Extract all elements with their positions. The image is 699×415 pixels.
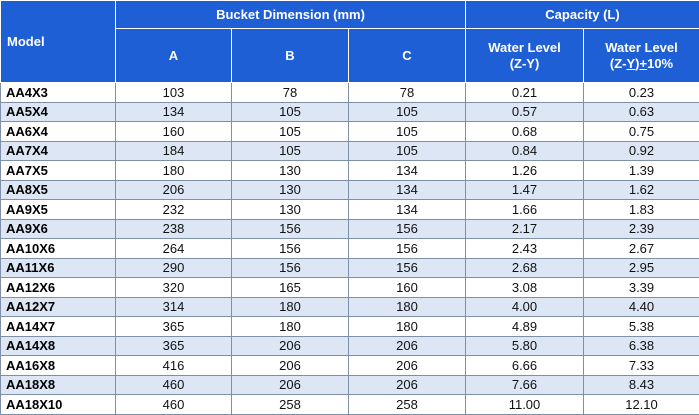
dimension-c-cell: 156	[349, 219, 466, 239]
model-cell: AA8X5	[1, 180, 116, 200]
model-cell: AA12X7	[1, 297, 116, 317]
dimension-c-header: C	[349, 29, 466, 83]
model-cell: AA18X8	[1, 375, 116, 395]
model-cell: AA12X6	[1, 278, 116, 298]
table-row	[1, 336, 699, 356]
dimension-c-cell: 160	[349, 278, 466, 298]
dimension-c-cell: 134	[349, 200, 466, 220]
dimension-c-cell: 180	[349, 297, 466, 317]
water-level-plus10-cell: 2.39	[584, 219, 699, 239]
model-cell: AA9X5	[1, 200, 116, 220]
dimension-b-cell: 206	[232, 336, 349, 356]
dimension-c-cell: 78	[349, 83, 466, 103]
dimension-a-cell: 160	[116, 122, 232, 142]
table-row	[1, 239, 699, 259]
water-level-plus10-cell: 0.63	[584, 102, 699, 122]
dimension-a-cell: 290	[116, 258, 232, 278]
water-level-plus10-cell: 5.38	[584, 317, 699, 337]
water-level-plus10-cell: 1.62	[584, 180, 699, 200]
table-row	[1, 102, 699, 122]
dimension-a-header: A	[116, 29, 232, 83]
dimension-b-cell: 130	[232, 180, 349, 200]
dimension-b-cell: 78	[232, 83, 349, 103]
dimension-b-cell: 258	[232, 395, 349, 415]
dimension-b-cell: 180	[232, 317, 349, 337]
water-level-cell: 1.47	[466, 180, 584, 200]
dimension-a-cell: 416	[116, 356, 232, 376]
dimension-a-cell: 365	[116, 317, 232, 337]
water-level-cell: 0.68	[466, 122, 584, 142]
dimension-c-cell: 105	[349, 122, 466, 142]
water-level-plus10-cell: 2.95	[584, 258, 699, 278]
dimension-c-cell: 105	[349, 102, 466, 122]
dimension-c-cell: 206	[349, 356, 466, 376]
model-cell: AA7X5	[1, 161, 116, 181]
capacity-header: Capacity (L)	[466, 1, 699, 29]
water-level-plus10-suffix: 10%	[647, 56, 673, 71]
water-level-plus10-cell: 1.83	[584, 200, 699, 220]
model-cell: AA11X6	[1, 258, 116, 278]
dimension-a-cell: 184	[116, 141, 232, 161]
model-column-header: Model	[1, 1, 116, 83]
water-level-cell: 0.21	[466, 83, 584, 103]
dimension-c-cell: 134	[349, 161, 466, 181]
table-row	[1, 317, 699, 337]
water-level-plus10-cell: 0.75	[584, 122, 699, 142]
water-level-cell: 2.68	[466, 258, 584, 278]
dimension-b-cell: 105	[232, 141, 349, 161]
water-level-cell: 0.84	[466, 141, 584, 161]
dimension-a-cell: 103	[116, 83, 232, 103]
water-level-plus10-cell: 2.67	[584, 239, 699, 259]
water-level-cell: 6.66	[466, 356, 584, 376]
water-level-plus10-cell: 8.43	[584, 375, 699, 395]
table-row	[1, 141, 699, 161]
dimension-b-cell: 156	[232, 258, 349, 278]
dimension-a-cell: 460	[116, 395, 232, 415]
bucket-dimension-header: Bucket Dimension (mm)	[116, 1, 466, 29]
dimension-b-header: B	[232, 29, 349, 83]
water-level-plus10-plus: +	[640, 56, 648, 71]
dimension-b-cell: 156	[232, 219, 349, 239]
water-level-plus10-y: Y	[626, 56, 635, 71]
water-level-cell: 4.00	[466, 297, 584, 317]
model-cell: AA14X7	[1, 317, 116, 337]
model-cell: AA6X4	[1, 122, 116, 142]
dimension-c-cell: 156	[349, 258, 466, 278]
water-level-line2: (Z-Y)	[510, 56, 540, 71]
table-row	[1, 180, 699, 200]
dimension-a-cell: 134	[116, 102, 232, 122]
water-level-cell: 2.17	[466, 219, 584, 239]
model-cell: AA18X10	[1, 395, 116, 415]
water-level-cell: 11.00	[466, 395, 584, 415]
dimension-a-cell: 238	[116, 219, 232, 239]
dimension-b-cell: 130	[232, 161, 349, 181]
model-cell: AA14X8	[1, 336, 116, 356]
table-body	[1, 83, 699, 415]
table-row	[1, 83, 699, 103]
dimension-c-cell: 206	[349, 375, 466, 395]
dimension-b-cell: 130	[232, 200, 349, 220]
dimension-c-cell: 258	[349, 395, 466, 415]
water-level-cell: 3.08	[466, 278, 584, 298]
dimension-b-cell: 156	[232, 239, 349, 259]
dimension-a-cell: 232	[116, 200, 232, 220]
model-cell: AA7X4	[1, 141, 116, 161]
table-row	[1, 122, 699, 142]
water-level-cell: 1.26	[466, 161, 584, 181]
water-level-cell: 2.43	[466, 239, 584, 259]
dimension-b-cell: 180	[232, 297, 349, 317]
dimension-c-cell: 105	[349, 141, 466, 161]
water-level-plus10-line1: Water Level	[605, 40, 678, 55]
dimension-a-cell: 180	[116, 161, 232, 181]
water-level-header	[466, 29, 584, 83]
dimension-b-cell: 105	[232, 122, 349, 142]
dimension-b-cell: 206	[232, 375, 349, 395]
model-cell: AA5X4	[1, 102, 116, 122]
model-cell: AA4X3	[1, 83, 116, 103]
water-level-cell: 4.89	[466, 317, 584, 337]
water-level-plus10-cell: 3.39	[584, 278, 699, 298]
model-cell: AA9X6	[1, 219, 116, 239]
dimension-b-cell: 105	[232, 102, 349, 122]
water-level-plus10-cell: 4.40	[584, 297, 699, 317]
dimension-c-cell: 180	[349, 317, 466, 337]
dimension-c-cell: 156	[349, 239, 466, 259]
water-level-cell: 0.57	[466, 102, 584, 122]
dimension-b-cell: 165	[232, 278, 349, 298]
dimension-a-cell: 206	[116, 180, 232, 200]
table-row	[1, 297, 699, 317]
water-level-cell: 7.66	[466, 375, 584, 395]
water-level-plus10-cell: 0.23	[584, 83, 699, 103]
table-header	[1, 1, 699, 83]
table-row	[1, 278, 699, 298]
water-level-plus10-cell: 12.10	[584, 395, 699, 415]
water-level-cell: 1.66	[466, 200, 584, 220]
dimension-a-cell: 365	[116, 336, 232, 356]
water-level-plus10-prefix: (Z-	[610, 56, 627, 71]
water-level-plus10-cell: 7.33	[584, 356, 699, 376]
water-level-plus10-close: )	[635, 56, 639, 71]
table-row	[1, 200, 699, 220]
table-row	[1, 375, 699, 395]
dimension-c-cell: 206	[349, 336, 466, 356]
water-level-plus10-cell: 6.38	[584, 336, 699, 356]
model-cell: AA16X8	[1, 356, 116, 376]
dimension-a-cell: 264	[116, 239, 232, 259]
dimension-a-cell: 320	[116, 278, 232, 298]
water-level-plus10-cell: 0.92	[584, 141, 699, 161]
model-cell: AA10X6	[1, 239, 116, 259]
dimension-a-cell: 460	[116, 375, 232, 395]
table-row	[1, 219, 699, 239]
table-row	[1, 161, 699, 181]
water-level-line1: Water Level	[488, 40, 561, 55]
water-level-plus10-header	[584, 29, 699, 83]
dimension-b-cell: 206	[232, 356, 349, 376]
water-level-plus10-cell: 1.39	[584, 161, 699, 181]
table-row	[1, 356, 699, 376]
water-level-cell: 5.80	[466, 336, 584, 356]
dimension-c-cell: 134	[349, 180, 466, 200]
table-row	[1, 258, 699, 278]
dimension-a-cell: 314	[116, 297, 232, 317]
table-row	[1, 395, 699, 415]
